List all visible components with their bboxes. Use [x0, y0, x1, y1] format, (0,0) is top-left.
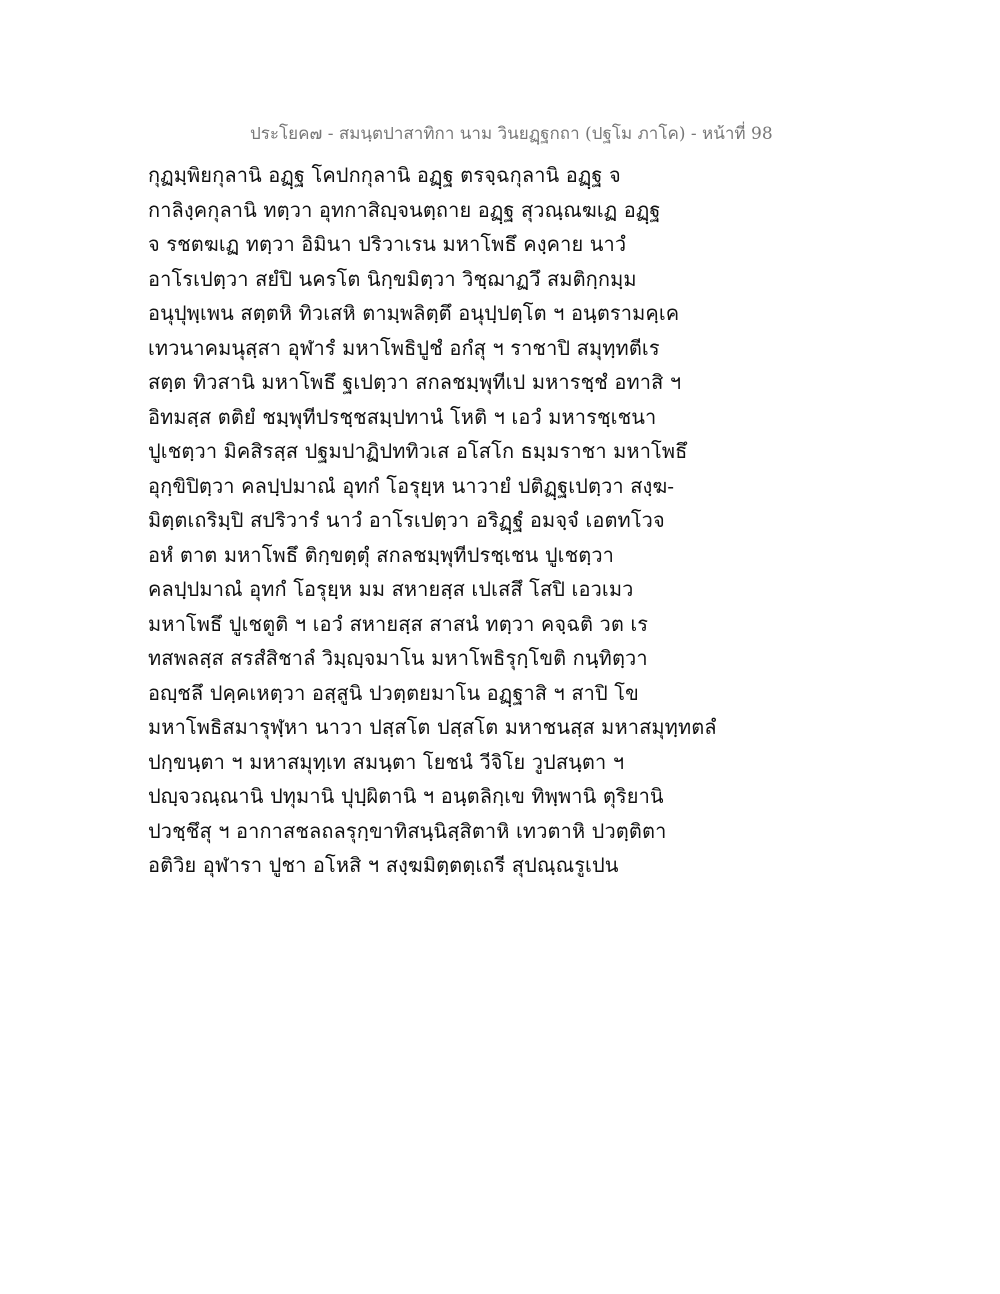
text-line: อติวิย อุฬารา ปูชา อโหสิ ฯ สงฺฆมิตฺตตฺเถรี สุปณฺณรูเปน [148, 853, 619, 877]
text-line: อหํ ตาต มหาโพธึ ติกฺขตฺตุํ สกลชมฺพุทีปรชฺเชน ปูเชตฺวา [148, 542, 615, 567]
text-line: จ รชตฆเฏ ทตฺวา อิมินา ปริวาเรน มหาโพธึ คงฺคาย นาวํ [148, 232, 627, 256]
text-line: ทสพลสฺส สรสํสิชาลํ วิมฺญฺจมาโน มหาโพธิรุกฺโขติ กนฺทิตฺวา [148, 646, 648, 670]
text-line: คลปฺปมาณํ อุทกํ โอรุยฺห มม สหายสฺส เปเสสึ โสปิ เอวเมว [148, 577, 634, 601]
text-line: ปูเชตฺวา มิคสิรสฺส ปฐมปาฏิปททิวเส อโสโก ธมฺมราชา มหาโพธึ [148, 439, 688, 463]
text-line: ปวชฺชึสุ ฯ อากาสชลถลรุกฺขาทิสนฺนิสฺสิตาหิ เทวตาหิ ปวตฺติตา [148, 818, 667, 843]
text-line: มิตฺตเถริมฺปิ สปริวารํ นาวํ อาโรเปตฺวา อริฏฺฐํ อมจฺจํ เอตทโวจ [148, 508, 665, 532]
text-line: กาลิงฺคกุลานิ ทตฺวา อุทกาสิญฺจนตฺถาย อฏฺฐ สุวณฺณฆเฏ อฏฺฐ [148, 197, 661, 222]
text-line: ปญฺจวณฺณานิ ปทุมานิ ปุปฺผิตานิ ฯ อนฺตลิกฺเข ทิพฺพานิ ตุริยานิ [148, 784, 664, 808]
text-line: ปกฺขนฺตา ฯ มหาสมุทฺเท สมนฺตา โยชนํ วีจิโย วูปสนฺตา ฯ [148, 749, 625, 774]
text-line: มหาโพธึ ปูเชตูติ ฯ เอวํ สหายสฺส สาสนํ ทตฺวา คจฺฉติ วต เร [148, 611, 649, 636]
text-line: อุกฺขิปิตฺวา คลปฺปมาณํ อุทกํ โอรุยฺห นาวายํ ปติฏฺฐเปตฺวา สงฺฆ- [148, 473, 675, 498]
text-line: อนุปุพฺเพน สตฺตหิ ทิวเสหิ ตามฺพลิตฺตึ อนุปฺปตฺโต ฯ อนฺตรามคฺเค [148, 301, 680, 325]
text-line: กุฏมฺพิยกุลานิ อฏฺฐ โคปกกุลานิ อฏฺฐ ตรจฺฉกุลานิ อฏฺฐ จ [148, 163, 621, 187]
text-line: มหาโพธิสมารุฬฺหา นาวา ปสฺสโต ปสฺสโต มหาชนสฺส มหาสมุทฺทตลํ [148, 715, 717, 739]
text-line: อิทมสฺส ตติยํ ชมฺพุทีปรชฺชสมฺปทานํ โหติ ฯ เอวํ มหารชฺเชนา [148, 404, 657, 429]
running-header: ประโยค๗ - สมนฺตปาสาทิกา นาม วินยฏฺฐกถา (ปฐโม ภาโค) - หน้าที่ 98 [250, 124, 773, 144]
text-line: อญฺชลึ ปคฺคเหตฺวา อสฺสูนิ ปวตฺตยมาโน อฏฺฐาสิ ฯ สาปิ โข [148, 680, 639, 705]
text-line: เทวนาคมนุสฺสา อุฬารํ มหาโพธิปูชํ อกํสุ ฯ ราชาปิ สมุทฺทตีเร [148, 335, 660, 360]
text-line: สตฺต ทิวสานิ มหาโพธึ ฐเปตฺวา สกลชมฺพุทีเป มหารชฺชํ อทาสิ ฯ [148, 370, 682, 394]
body-text [148, 158, 748, 883]
text-line: อาโรเปตฺวา สยํปิ นครโต นิกฺขมิตฺวา วิชฺฌาฏวึ สมติกฺกมฺม [148, 266, 637, 291]
